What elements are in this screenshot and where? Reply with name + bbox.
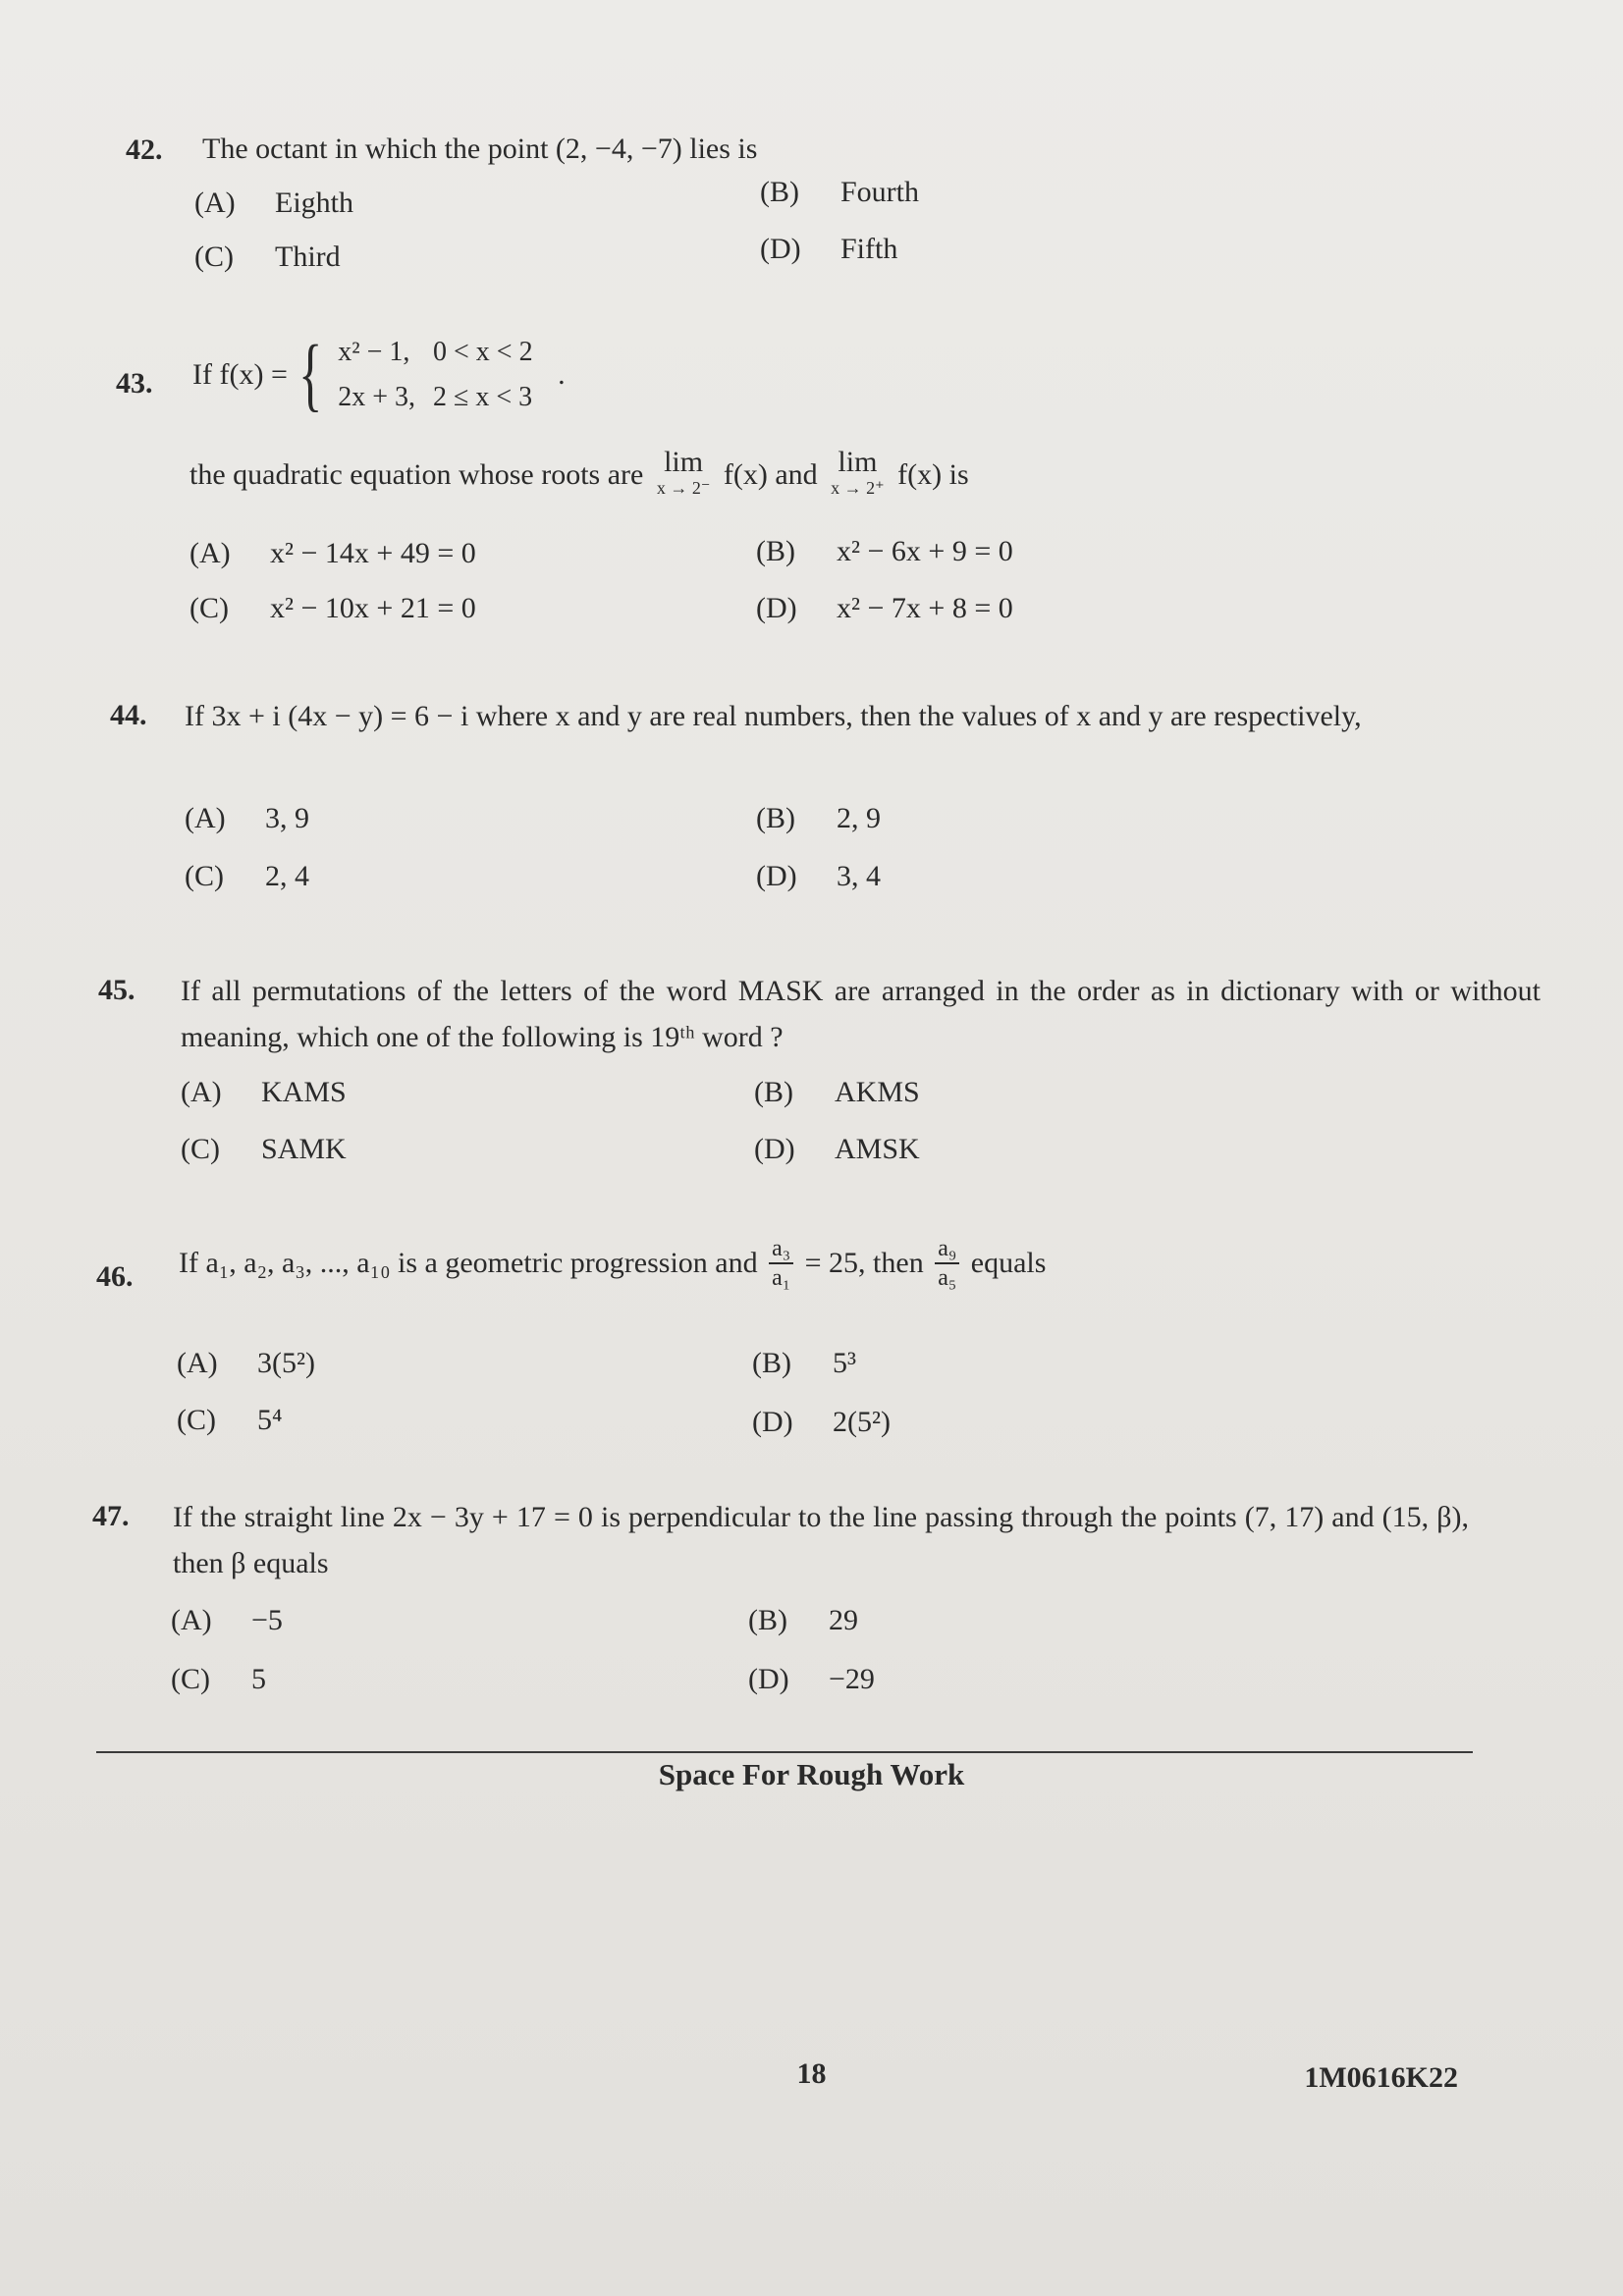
option-d: (D) 2(5²): [752, 1406, 891, 1438]
option-c: (C) SAMK: [181, 1133, 347, 1165]
option-d: (D) −29: [748, 1663, 875, 1695]
option-c: (C) 5⁴: [177, 1404, 283, 1436]
page-number: 18: [796, 2057, 827, 2090]
option-a: (A) 3(5²): [177, 1347, 315, 1379]
question-text: The octant in which the point (2, −4, −7) lies is: [202, 133, 758, 165]
fraction-a3-a1: $\frac{\text{a₃}}{\text{a₁}}$: [769, 1235, 793, 1292]
question-text: If the straight line 2x − 3y + 17 = 0 is perpendicular to the line passing through the points (7, 17) and (15, β), then β equals: [173, 1501, 1469, 1579]
fraction-a9-a5: $\frac{\text{a₉}}{\text{a₅}}$: [935, 1235, 959, 1292]
question-number: 43.: [116, 367, 153, 400]
option-c: (C) 2, 4: [185, 860, 309, 892]
limit-right: lim x → 2⁺: [831, 446, 885, 498]
option-c: (C) Third: [194, 240, 341, 273]
footer-divider: [96, 1751, 1473, 1753]
option-a: (A) −5: [171, 1604, 283, 1636]
option-b: (B) AKMS: [754, 1076, 920, 1108]
piecewise-cases: x² − 1, 0 < x < 2 2x + 3, 2 ≤ x < 3: [338, 337, 533, 412]
question-number: 46.: [96, 1260, 134, 1293]
question-number: 45.: [98, 974, 135, 1006]
option-d: (D) Fifth: [760, 233, 898, 265]
option-a: (A) Eighth: [194, 187, 353, 219]
option-a: (A) x² − 14x + 49 = 0: [189, 537, 476, 569]
question-text: If 3x + i (4x − y) = 6 − i where x and y are real numbers, then the values of x and y are respectively,: [185, 700, 1362, 732]
option-a: (A) KAMS: [181, 1076, 347, 1108]
option-b: (B) Fourth: [760, 176, 920, 208]
option-d: (D) 3, 4: [756, 860, 881, 892]
limit-left: lim x → 2⁻: [656, 446, 711, 498]
piecewise-definition: If f(x) = { x² − 1, 0 < x < 2 2x + 3, 2 ≤ x < 3 .: [192, 329, 566, 420]
question-text: If all permutations of the letters of the word MASK are arranged in the order as in dictionary with or without meaning, which one of the following is 19ᵗʰ word ?: [181, 975, 1541, 1053]
question-number: 44.: [110, 699, 147, 731]
option-b: (B) x² − 6x + 9 = 0: [756, 535, 1013, 567]
question-number: 47.: [92, 1500, 130, 1532]
rough-work-heading: Space For Rough Work: [658, 1757, 965, 1791]
option-d: (D) AMSK: [754, 1133, 920, 1165]
question-text: the quadratic equation whose roots are lim x → 2⁻ f(x) and lim x → 2⁺ f(x) is: [189, 450, 969, 501]
option-b: (B) 5³: [752, 1347, 856, 1379]
option-c: (C) x² − 10x + 21 = 0: [189, 592, 476, 624]
option-d: (D) x² − 7x + 8 = 0: [756, 592, 1013, 624]
option-a: (A) 3, 9: [185, 802, 309, 834]
question-text: If a₁, a₂, a₃, ..., a₁₀ is a geometric progression and $\frac{\text{a₃}}{\text{a₁}}$ = 25, then $\frac{\text{a₉}}{\text{a₅}}$ equals: [179, 1236, 1047, 1291]
booklet-code: 1M0616K22: [1304, 2061, 1458, 2094]
question-number: 42.: [126, 133, 163, 166]
option-b: (B) 29: [748, 1604, 858, 1636]
left-brace: {: [298, 329, 323, 420]
option-b: (B) 2, 9: [756, 802, 881, 834]
option-c: (C) 5: [171, 1663, 266, 1695]
